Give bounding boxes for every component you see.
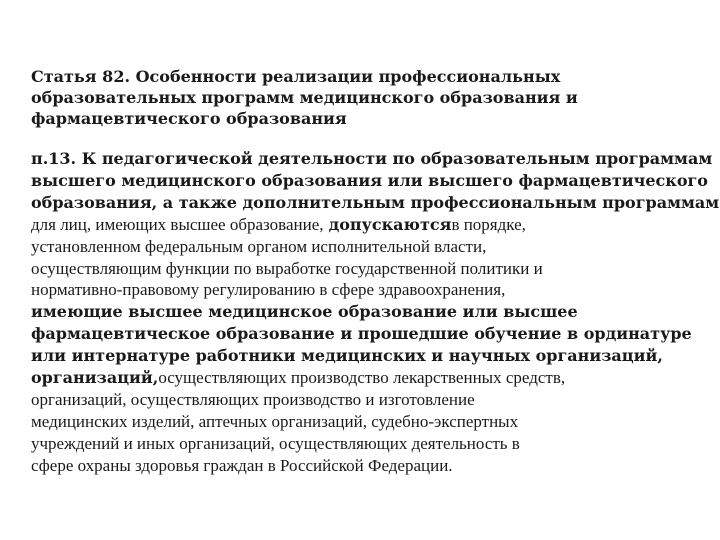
paragraph-emphasis: организаций, xyxy=(31,368,159,388)
paragraph-line: имеющие высшее медицинское образование или высшее xyxy=(31,302,578,322)
paragraph-text: для лиц, имеющих высшее образование, xyxy=(31,214,324,234)
paragraph-line: п.13. К педагогической деятельности по образовательным программам xyxy=(31,149,713,168)
article-paragraph xyxy=(31,148,720,477)
title-line: фармацевтического образования xyxy=(31,109,347,128)
paragraph-text: осуществляющих производство лекарственных средств, xyxy=(158,368,566,388)
paragraph-line: сфере охраны здоровья граждан в Российской Федерации. xyxy=(31,455,453,475)
paragraph-line: организаций, осуществляющих производство и изготовление xyxy=(31,389,475,409)
paragraph-emphasis: допускаются xyxy=(328,214,452,234)
paragraph-line: или интернатуре работники медицинских и научных организаций, xyxy=(31,346,663,366)
article-title xyxy=(31,66,720,129)
paragraph-line: учреждений и иных организаций, осуществляющих деятельность в xyxy=(31,433,520,453)
paragraph-line: фармацевтическое образование и прошедшие обучение в ординатуре xyxy=(31,324,692,344)
paragraph-line: медицинских изделий, аптечных организаций, судебно-экспертных xyxy=(31,411,519,431)
paragraph-line xyxy=(31,214,720,236)
paragraph-line: высшего медицинского образования или высшего фармацевтического xyxy=(31,170,708,190)
paragraph-text: в порядке, xyxy=(451,214,526,234)
title-line: Статья 82. Особенности реализации профессиональных xyxy=(31,67,561,86)
paragraph-line: нормативно-правовому регулированию в сфере здравоохранения, xyxy=(31,280,506,300)
paragraph-line: осуществляющим функции по выработке государственной политики и xyxy=(31,258,543,278)
paragraph-line: образования, а также дополнительным профессиональным программам xyxy=(31,192,720,212)
paragraph-line: установленном федеральным органом исполнительной власти, xyxy=(31,236,487,256)
paragraph-line xyxy=(31,367,720,389)
document-page xyxy=(31,66,720,477)
title-line: образовательных программ медицинского образования и xyxy=(31,88,578,107)
